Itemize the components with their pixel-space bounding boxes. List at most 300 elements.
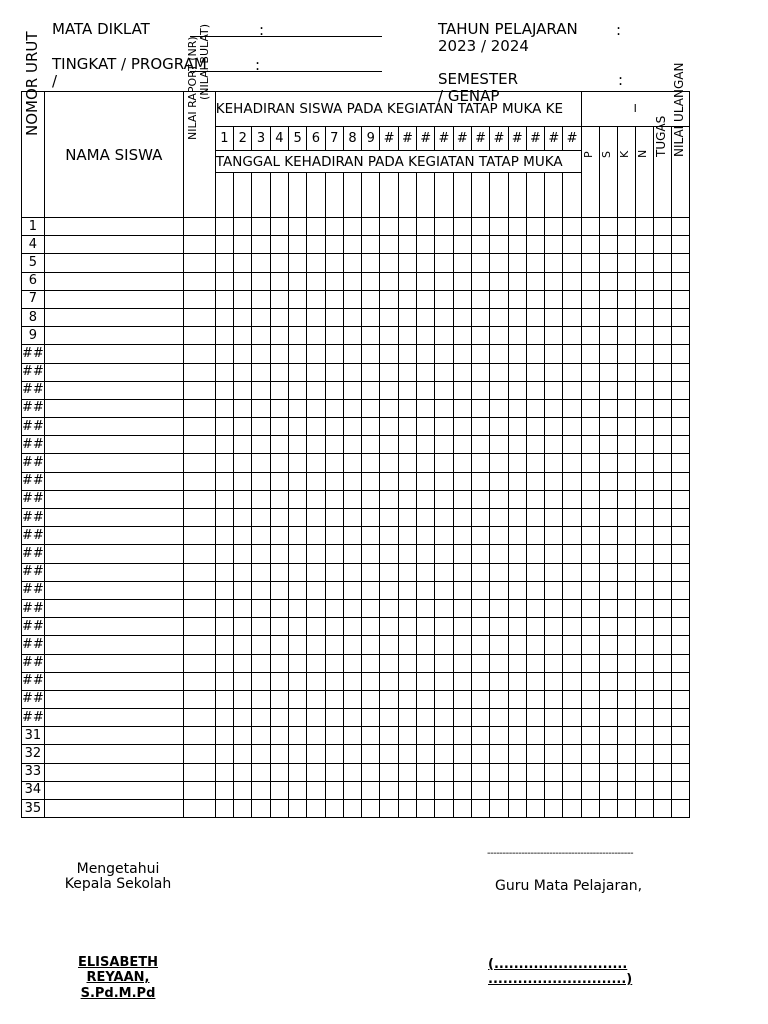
table-cell <box>380 527 398 545</box>
table-cell <box>526 563 544 581</box>
table-cell <box>362 345 380 363</box>
table-row <box>22 363 690 381</box>
table-cell <box>671 581 689 599</box>
table-cell <box>252 763 270 781</box>
table-cell <box>453 290 471 308</box>
row-number: 31 <box>22 727 45 745</box>
table-cell <box>653 636 671 654</box>
table-cell <box>653 436 671 454</box>
table-cell <box>508 599 526 617</box>
date-cell <box>215 173 233 218</box>
table-cell <box>635 472 653 490</box>
table-cell <box>288 381 306 399</box>
table-cell <box>215 745 233 763</box>
row-number: 9 <box>22 327 45 345</box>
table-cell <box>545 363 563 381</box>
table-cell <box>471 308 489 326</box>
table-cell <box>435 545 453 563</box>
table-cell <box>183 636 215 654</box>
table-cell <box>362 800 380 818</box>
table-cell <box>307 218 325 236</box>
table-cell <box>563 345 581 363</box>
table-cell <box>581 727 599 745</box>
table-cell <box>44 763 183 781</box>
date-cell <box>380 173 398 218</box>
table-cell <box>453 272 471 290</box>
table-cell <box>183 327 215 345</box>
table-cell <box>234 781 252 799</box>
table-cell <box>362 308 380 326</box>
table-cell <box>490 290 508 308</box>
table-cell <box>435 745 453 763</box>
table-cell <box>398 672 416 690</box>
row-number: ## <box>22 345 45 363</box>
table-cell <box>581 345 599 363</box>
table-cell <box>270 709 288 727</box>
table-cell <box>599 654 617 672</box>
meeting-number: # <box>398 127 416 151</box>
table-cell <box>252 254 270 272</box>
table-cell <box>490 454 508 472</box>
table-cell <box>288 345 306 363</box>
table-cell <box>307 345 325 363</box>
table-cell <box>362 618 380 636</box>
table-cell <box>325 509 343 527</box>
table-cell <box>563 763 581 781</box>
table-cell <box>362 218 380 236</box>
table-cell <box>563 781 581 799</box>
table-cell <box>653 381 671 399</box>
roman-one-header: I <box>581 92 689 127</box>
table-cell <box>671 509 689 527</box>
table-cell <box>417 654 435 672</box>
table-cell <box>471 672 489 690</box>
table-cell <box>471 636 489 654</box>
table-cell <box>44 363 183 381</box>
table-cell <box>581 472 599 490</box>
table-cell <box>288 745 306 763</box>
table-cell <box>599 381 617 399</box>
table-cell <box>508 399 526 417</box>
table-cell <box>234 381 252 399</box>
table-cell <box>270 672 288 690</box>
row-number: ## <box>22 599 45 617</box>
table-cell <box>252 563 270 581</box>
table-cell <box>453 472 471 490</box>
table-cell <box>307 490 325 508</box>
table-cell <box>380 618 398 636</box>
table-cell <box>599 418 617 436</box>
table-cell <box>617 327 635 345</box>
table-cell <box>617 727 635 745</box>
table-cell <box>215 599 233 617</box>
table-cell <box>234 690 252 708</box>
table-cell <box>471 490 489 508</box>
table-cell <box>471 236 489 254</box>
table-cell <box>398 308 416 326</box>
table-row <box>22 763 690 781</box>
table-cell <box>215 290 233 308</box>
table-cell <box>325 308 343 326</box>
table-cell <box>617 418 635 436</box>
table-cell <box>508 363 526 381</box>
table-cell <box>581 509 599 527</box>
table-cell <box>563 800 581 818</box>
table-cell <box>362 599 380 617</box>
table-cell <box>398 363 416 381</box>
table-row <box>22 745 690 763</box>
table-cell <box>635 545 653 563</box>
table-cell <box>435 436 453 454</box>
table-cell <box>526 727 544 745</box>
table-cell <box>234 472 252 490</box>
date-cell <box>417 173 435 218</box>
table-cell <box>435 509 453 527</box>
table-cell <box>417 672 435 690</box>
table-cell <box>508 345 526 363</box>
table-cell <box>417 599 435 617</box>
table-cell <box>599 399 617 417</box>
table-cell <box>307 654 325 672</box>
table-cell <box>617 654 635 672</box>
table-cell <box>307 399 325 417</box>
nomor-urut-text: NOMOR URUT <box>22 31 41 136</box>
table-cell <box>617 618 635 636</box>
table-cell <box>581 709 599 727</box>
table-row <box>22 399 690 417</box>
table-cell <box>44 418 183 436</box>
table-cell <box>288 581 306 599</box>
table-row <box>22 290 690 308</box>
table-row <box>22 672 690 690</box>
table-cell <box>563 454 581 472</box>
table-cell <box>617 363 635 381</box>
table-cell <box>183 236 215 254</box>
date-cell <box>234 173 252 218</box>
table-cell <box>398 563 416 581</box>
table-cell <box>252 418 270 436</box>
table-cell <box>417 236 435 254</box>
table-cell <box>671 327 689 345</box>
table-cell <box>508 545 526 563</box>
table-cell <box>581 290 599 308</box>
table-cell <box>44 745 183 763</box>
table-cell <box>563 727 581 745</box>
table-cell <box>617 218 635 236</box>
table-row <box>22 490 690 508</box>
table-cell <box>435 654 453 672</box>
date-cell <box>270 173 288 218</box>
table-cell <box>343 545 361 563</box>
table-cell <box>417 381 435 399</box>
table-cell <box>44 290 183 308</box>
table-row <box>22 254 690 272</box>
table-cell <box>490 327 508 345</box>
table-cell <box>508 654 526 672</box>
table-cell <box>398 599 416 617</box>
table-cell <box>508 236 526 254</box>
semester-value: / GENAP <box>438 87 500 105</box>
table-cell <box>362 290 380 308</box>
table-row <box>22 472 690 490</box>
table-cell <box>380 399 398 417</box>
table-cell <box>44 581 183 599</box>
table-cell <box>44 545 183 563</box>
table-cell <box>343 418 361 436</box>
table-cell <box>288 781 306 799</box>
table-cell <box>288 236 306 254</box>
table-cell <box>508 581 526 599</box>
table-cell <box>325 727 343 745</box>
table-cell <box>563 363 581 381</box>
table-cell <box>307 436 325 454</box>
table-cell <box>617 781 635 799</box>
table-cell <box>44 509 183 527</box>
table-cell <box>526 327 544 345</box>
table-cell <box>599 254 617 272</box>
table-cell <box>545 636 563 654</box>
table-cell <box>671 490 689 508</box>
table-cell <box>599 545 617 563</box>
table-cell <box>417 363 435 381</box>
table-cell <box>44 781 183 799</box>
table-cell <box>234 254 252 272</box>
table-cell <box>635 745 653 763</box>
table-cell <box>671 218 689 236</box>
table-cell <box>307 527 325 545</box>
table-cell <box>270 472 288 490</box>
table-cell <box>490 581 508 599</box>
table-cell <box>325 254 343 272</box>
table-cell <box>508 509 526 527</box>
date-cell <box>471 173 489 218</box>
table-cell <box>325 672 343 690</box>
table-cell <box>252 690 270 708</box>
table-cell <box>325 345 343 363</box>
table-cell <box>380 654 398 672</box>
table-cell <box>526 581 544 599</box>
table-cell <box>44 599 183 617</box>
table-cell <box>471 418 489 436</box>
table-cell <box>183 290 215 308</box>
table-cell <box>234 800 252 818</box>
table-cell <box>234 763 252 781</box>
table-cell <box>653 509 671 527</box>
table-cell <box>215 272 233 290</box>
table-cell <box>617 690 635 708</box>
table-cell <box>599 636 617 654</box>
table-cell <box>398 654 416 672</box>
table-cell <box>215 763 233 781</box>
table-cell <box>398 454 416 472</box>
summary-header-permission <box>617 127 635 218</box>
table-cell <box>435 800 453 818</box>
table-cell <box>563 381 581 399</box>
table-cell <box>545 581 563 599</box>
table-cell <box>288 399 306 417</box>
table-cell <box>380 781 398 799</box>
table-cell <box>183 599 215 617</box>
table-cell <box>635 763 653 781</box>
table-cell <box>563 399 581 417</box>
table-cell <box>453 381 471 399</box>
table-cell <box>581 527 599 545</box>
table-cell <box>490 436 508 454</box>
table-cell <box>417 581 435 599</box>
table-cell <box>234 345 252 363</box>
table-cell <box>526 690 544 708</box>
table-cell <box>417 690 435 708</box>
table-cell <box>288 454 306 472</box>
table-cell <box>398 800 416 818</box>
table-cell <box>44 636 183 654</box>
table-cell <box>581 254 599 272</box>
table-cell <box>398 236 416 254</box>
table-cell <box>380 290 398 308</box>
table-cell <box>183 399 215 417</box>
date-cell <box>288 173 306 218</box>
row-number: ## <box>22 363 45 381</box>
table-cell <box>362 236 380 254</box>
table-cell <box>183 800 215 818</box>
table-cell <box>398 509 416 527</box>
table-cell <box>343 363 361 381</box>
table-cell <box>490 308 508 326</box>
table-cell <box>581 327 599 345</box>
table-cell <box>617 272 635 290</box>
table-cell <box>380 218 398 236</box>
table-cell <box>599 327 617 345</box>
meeting-number: 6 <box>307 127 325 151</box>
table-cell <box>563 599 581 617</box>
table-cell <box>270 509 288 527</box>
table-cell <box>343 436 361 454</box>
table-cell <box>671 727 689 745</box>
table-cell <box>215 781 233 799</box>
table-cell <box>435 472 453 490</box>
table-cell <box>183 436 215 454</box>
table-cell <box>453 672 471 690</box>
date-cell <box>490 173 508 218</box>
row-number: 6 <box>22 272 45 290</box>
table-cell <box>380 454 398 472</box>
principal-name-line-1: ELISABETH <box>78 955 158 970</box>
table-cell <box>671 527 689 545</box>
table-cell <box>325 399 343 417</box>
table-cell <box>617 545 635 563</box>
row-number: ## <box>22 709 45 727</box>
table-cell <box>215 436 233 454</box>
meeting-number: 2 <box>234 127 252 151</box>
table-cell <box>343 381 361 399</box>
table-row <box>22 709 690 727</box>
table-cell <box>435 527 453 545</box>
meeting-number: 7 <box>325 127 343 151</box>
table-cell <box>545 381 563 399</box>
table-cell <box>435 418 453 436</box>
table-cell <box>508 290 526 308</box>
table-cell <box>671 654 689 672</box>
table-cell <box>183 781 215 799</box>
row-number: ## <box>22 563 45 581</box>
table-cell <box>653 490 671 508</box>
table-cell <box>44 618 183 636</box>
table-cell <box>599 781 617 799</box>
table-cell <box>270 527 288 545</box>
table-cell <box>270 581 288 599</box>
table-cell <box>215 381 233 399</box>
table-cell <box>453 654 471 672</box>
table-cell <box>343 509 361 527</box>
table-cell <box>44 672 183 690</box>
table-cell <box>653 345 671 363</box>
table-cell <box>526 363 544 381</box>
table-cell <box>417 509 435 527</box>
table-cell <box>398 781 416 799</box>
table-cell <box>288 545 306 563</box>
table-cell <box>453 454 471 472</box>
table-cell <box>471 763 489 781</box>
table-cell <box>288 418 306 436</box>
table-cell <box>234 308 252 326</box>
table-cell <box>288 690 306 708</box>
table-cell <box>545 254 563 272</box>
table-row <box>22 236 690 254</box>
table-cell <box>325 327 343 345</box>
table-cell <box>343 781 361 799</box>
table-cell <box>526 345 544 363</box>
table-cell <box>234 527 252 545</box>
table-cell <box>234 581 252 599</box>
table-cell <box>635 690 653 708</box>
table-cell <box>471 545 489 563</box>
table-cell <box>270 454 288 472</box>
table-cell <box>453 418 471 436</box>
table-cell <box>362 581 380 599</box>
table-cell <box>215 709 233 727</box>
table-cell <box>599 490 617 508</box>
meeting-number: # <box>545 127 563 151</box>
row-number: ## <box>22 545 45 563</box>
table-cell <box>581 618 599 636</box>
table-cell <box>635 654 653 672</box>
table-cell <box>490 672 508 690</box>
table-cell <box>435 272 453 290</box>
table-cell <box>508 527 526 545</box>
nilai-raport-header <box>183 24 215 218</box>
table-cell <box>380 509 398 527</box>
table-cell <box>581 636 599 654</box>
table-cell <box>252 727 270 745</box>
table-cell <box>508 327 526 345</box>
table-cell <box>44 381 183 399</box>
table-cell <box>307 454 325 472</box>
table-cell <box>617 745 635 763</box>
table-cell <box>508 218 526 236</box>
mata-diklat-colon: : <box>259 21 265 39</box>
table-cell <box>270 800 288 818</box>
table-cell <box>635 399 653 417</box>
meeting-number: 9 <box>362 127 380 151</box>
table-cell <box>617 345 635 363</box>
table-cell <box>545 781 563 799</box>
table-cell <box>526 636 544 654</box>
table-cell <box>453 745 471 763</box>
table-cell <box>288 509 306 527</box>
table-cell <box>617 709 635 727</box>
table-cell <box>183 709 215 727</box>
table-cell <box>671 800 689 818</box>
